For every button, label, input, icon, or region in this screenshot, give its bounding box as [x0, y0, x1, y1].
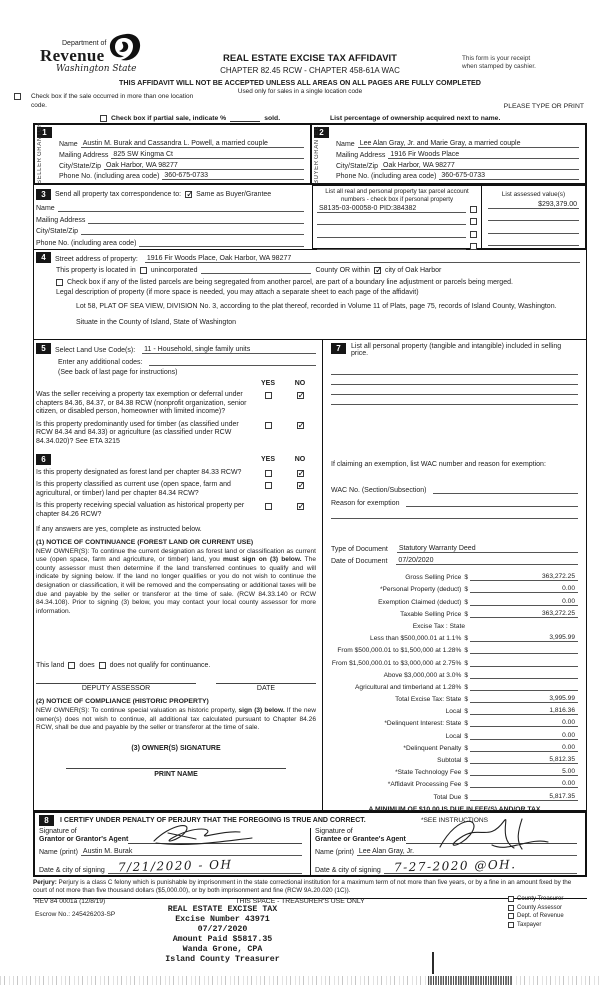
- question-forest-text: Is this property designated as forest land per chapter 84.33 RCW?: [36, 468, 242, 476]
- located-in-label: This property is located in: [56, 267, 136, 274]
- currentuse-no-checkbox[interactable]: [297, 482, 304, 489]
- tax-row-taxable-price: Taxable Selling Price $ 363,272.25: [331, 606, 578, 618]
- question-historic-row: [36, 502, 316, 519]
- historic-yes-checkbox[interactable]: [265, 503, 272, 510]
- buyer-name-field[interactable]: Lee Alan Gray, Jr. and Marie Gray, a married couple: [358, 140, 579, 148]
- seller-phone-label: Phone No. (including area code): [59, 173, 160, 181]
- buyer-citystate-label: City/State/Zip: [336, 162, 379, 170]
- corr-phone-field[interactable]: [139, 239, 304, 247]
- county-or-label: County OR within: [315, 267, 370, 274]
- personal-property-label: List all personal property (tangible and intangible) included in selling price.: [351, 343, 562, 357]
- exemption-no-checkbox[interactable]: [297, 392, 304, 399]
- historic-no-checkbox[interactable]: [297, 503, 304, 510]
- tax-correspondence-section: [33, 185, 587, 250]
- section-5-badge: 5: [36, 343, 51, 354]
- corr-mailing-label: Mailing Address: [36, 216, 86, 224]
- tax-row-total-due: Total Due $ 5,817.35: [331, 788, 578, 800]
- city-of-label: city of Oak Harbor: [384, 267, 442, 274]
- grantor-name-print-field[interactable]: Austin M. Burak: [81, 848, 302, 856]
- county-field[interactable]: [201, 266, 311, 274]
- treasurer-stamp: [120, 905, 325, 965]
- unincorporated-label: unincorporated: [150, 267, 198, 274]
- personal-property-column: [322, 340, 586, 824]
- taxpayer-copy-checkbox[interactable]: [508, 922, 514, 928]
- question-historic-text: Is this property receiving special valuation as historical property per chapter 84.26 RCW?: [36, 502, 245, 518]
- same-as-buyer-label: Same as Buyer/Grantee: [196, 191, 272, 198]
- assessed-values-box: [482, 185, 586, 249]
- does-label: does: [79, 662, 95, 670]
- type-of-document-field[interactable]: Statutory Warranty Deed: [397, 545, 578, 553]
- exemption-note: If claiming an exemption, list WAC number and reason for exemption:: [331, 461, 546, 468]
- land-use-column: [34, 340, 322, 810]
- certify-statement: I CERTIFY UNDER PENALTY OF PERJURY THAT THE FOREGOING IS TRUE AND CORRECT.: [60, 817, 366, 824]
- assessed-value-field[interactable]: [488, 213, 579, 221]
- dor-swirl-logo-icon: [108, 33, 142, 67]
- minimum-due-note: A MINIMUM OF $10.00 IS DUE IN FEE(S) AND/OR TAX: [368, 805, 541, 813]
- parcel-number-field[interactable]: [317, 242, 466, 250]
- notice-continuance-heading: (1) NOTICE OF CONTINUANCE (FOREST LAND OR CURRENT USE): [36, 538, 254, 546]
- dor-state-line: Washington State: [56, 64, 137, 74]
- multi-location-checkbox[interactable]: [14, 93, 21, 100]
- forest-yes-checkbox[interactable]: [265, 470, 272, 477]
- tax-row-tier3: From $1,500,000.01 to $3,000,000 at 2.75% $: [331, 654, 578, 666]
- question-exemption-text: Was the seller receiving a property tax exemption or deferral under chapters 84.36, 84.37, or 84.38 RCW (nonprofit organization, senior citizen, or disabled person, homeowner with limited income)?: [36, 391, 247, 416]
- grantee-date-city-field[interactable]: 7-27-2020 @OH.: [384, 859, 577, 874]
- single-location-note: Used only for sales in a single location code: [237, 88, 363, 95]
- multi-location-label: Check box if the sale occurred in more than one location code.: [31, 93, 194, 109]
- does-not-qualify-checkbox[interactable]: [99, 662, 106, 669]
- corr-citystate-label: City/State/Zip: [36, 228, 79, 236]
- copy-distribution-list: County Treasurer County Assessor Dept. of Revenue Taxpayer: [508, 896, 564, 930]
- escrow-number: Escrow No.: 245426203-SP: [35, 911, 116, 918]
- certification-section: [33, 811, 587, 877]
- assessed-value-field[interactable]: [488, 238, 579, 246]
- land-use-code-field[interactable]: 11 - Household, single family units: [142, 346, 316, 354]
- multi-location-row: [14, 93, 204, 110]
- buyer-mailing-field[interactable]: 1916 Fir Woods Place: [388, 151, 579, 159]
- section-8-badge: 8: [39, 815, 54, 826]
- see-back-note: (See back of last page for instructions): [58, 369, 178, 376]
- reason-exemption-field-2[interactable]: [331, 509, 578, 519]
- tax-row-tier4: Above $3,000,000 at 3.0% $: [331, 667, 578, 679]
- seller-mailing-label: Mailing Address: [59, 151, 109, 159]
- corr-mailing-field[interactable]: [88, 216, 304, 224]
- question-currentuse-row: [36, 481, 316, 498]
- tax-row-delinquent-interest-state: *Delinquent Interest: State $ 0.00: [331, 715, 578, 727]
- county-treasurer-copy-checkbox[interactable]: [508, 896, 514, 902]
- tax-row-delinquent-interest-local: Local $ 0.00: [331, 727, 578, 739]
- tax-row-gross: Gross Selling Price $ 363,272.25: [331, 569, 578, 581]
- treasurer-use-only-label: THIS SPACE - TREASURER'S USE ONLY: [235, 898, 365, 905]
- form-subtitle: CHAPTER 82.45 RCW - CHAPTER 458-61A WAC: [220, 66, 400, 75]
- notice-compliance-heading: (2) NOTICE OF COMPLIANCE (HISTORIC PROPERTY): [36, 698, 209, 706]
- parcel-header: List all real and personal property tax parcel account numbers - check box if personal property: [325, 188, 469, 203]
- scan-artifact-tick: [432, 952, 434, 974]
- additional-codes-field[interactable]: [149, 358, 316, 366]
- forest-no-checkbox[interactable]: [297, 470, 304, 477]
- receipt-note: This form is your receipt when stamped by cashier.: [462, 55, 536, 70]
- form-title: REAL ESTATE EXCISE TAX AFFIDAVIT: [222, 53, 397, 64]
- grantor-date-city-field[interactable]: 7/21/2020 - OH: [108, 859, 302, 874]
- dept-of-revenue-copy-checkbox[interactable]: [508, 913, 514, 919]
- buyer-phone-field[interactable]: 360-675-0733: [439, 172, 579, 180]
- ownership-note: List percentage of ownership acquired next to name.: [330, 115, 501, 122]
- segregated-checkbox[interactable]: [56, 279, 63, 286]
- grantee-name-print-label: Name (print): [315, 849, 354, 856]
- exemption-yes-checkbox[interactable]: [265, 392, 272, 399]
- stamp-line: Excise Number 43971: [175, 915, 270, 924]
- additional-codes-label: Enter any additional codes:: [58, 359, 143, 366]
- notice-continuance-paragraph: NEW OWNER(S): To continue the current designation as forest land or classification as current use (open space, farm and agriculture, or timber) land, you must sign on (3) below. The county assessor must then determine if the land transferred continues to qualify and will indicate by signing below. If the land no longer qualifies or you do not wish to continue the designation or classification, it will be removed and the compensating or additional taxes will be due and payable by the seller or transferor at the time of sale. (RCW 84.33.140 or RCW 84.34.108). Prior to signing (3) below, you may contact your local county assessor for more information.: [36, 547, 316, 615]
- buyer-name-label: Name: [336, 141, 355, 148]
- grantor-date-city-label: Date & city of signing: [39, 867, 105, 874]
- this-land-label: This land: [36, 662, 65, 670]
- parcel-number-field[interactable]: S8135-03-00058-0 PID:384382: [317, 205, 466, 213]
- parcel-number-field[interactable]: [317, 217, 466, 225]
- buyer-phone-label: Phone No. (including area code): [336, 173, 437, 181]
- street-address-label: Street address of property:: [55, 256, 138, 263]
- perjury-statement: Perjury: Perjury is a class C felony which is punishable by imprisonment in the state correctional institution for a maximum term of not more than five years, or by a fine in an amount fixed by the court of not more than five thousand dollars ($5,000.00), or by both imprisonment and fine (RCW 9A.20.020 (1C)).: [33, 879, 587, 899]
- county-assessor-copy-checkbox[interactable]: [508, 905, 514, 911]
- section-1-badge: 1: [37, 127, 52, 138]
- tax-row-subtotal: Subtotal $ 5,812.35: [331, 752, 578, 764]
- partial-sale-label: Check box if partial sale, indicate %: [111, 115, 227, 122]
- tax-row-personal-property: *Personal Property (deduct) $ 0.00: [331, 581, 578, 593]
- type-of-document-label: Type of Document: [331, 546, 388, 553]
- personal-property-field[interactable]: [331, 395, 578, 405]
- wac-number-field[interactable]: [433, 486, 578, 494]
- dor-revenue-wordmark: Revenue: [40, 46, 105, 65]
- section-3-badge: 3: [36, 189, 51, 200]
- seller-name-field[interactable]: Austin M. Burak and Cassandra L. Powell, a married couple: [81, 140, 304, 148]
- corr-name-field[interactable]: [58, 204, 304, 212]
- tax-row-local: Local $ 1,816.36: [331, 703, 578, 715]
- tax-row-exemption-claimed: Exemption Claimed (deduct) $ 0.00: [331, 593, 578, 605]
- stamp-line: REAL ESTATE EXCISE TAX: [167, 905, 278, 914]
- tax-row-total-state: Total Excise Tax: State $ 3,995.99: [331, 691, 578, 703]
- grantor-signature-ink: [148, 819, 278, 849]
- tax-row-processing-fee: *Affidavit Processing Fee $ 0.00: [331, 776, 578, 788]
- personal-property-field[interactable]: [331, 375, 578, 385]
- personal-property-checkbox-2[interactable]: [470, 218, 477, 225]
- situate-text: Situate in the County of Island, State of Washington: [76, 319, 237, 326]
- buyer-citystate-field[interactable]: Oak Harbor, WA 98277: [381, 162, 579, 170]
- grantor-signature-block: [35, 828, 310, 877]
- segregated-label: Check box if any of the listed parcels are being segregated from another parcel, are part of a boundary line adjustment or parcels being merged.: [67, 279, 513, 286]
- grantor-sig-label: Signature of Grantor or Grantor's Agent: [39, 828, 129, 843]
- section-2-badge: 2: [314, 127, 329, 138]
- personal-property-checkbox-1[interactable]: [470, 206, 477, 213]
- partial-sale-checkbox[interactable]: [100, 115, 107, 122]
- personal-property-lines: [331, 365, 578, 405]
- buyer-mailing-label: Mailing Address: [336, 151, 386, 159]
- tax-computation: [331, 569, 578, 801]
- personal-property-field[interactable]: [331, 385, 578, 395]
- grantee-name-print-field[interactable]: Lee Alan Gray, Jr.: [357, 848, 577, 856]
- grantee-sig-label: Signature of Grantee or Grantee's Agent: [315, 828, 406, 843]
- seller-phone-field[interactable]: 360-675-0733: [162, 172, 304, 180]
- section-4-badge: 4: [36, 252, 51, 263]
- corr-phone-label: Phone No. (including area code): [36, 239, 137, 247]
- unincorporated-checkbox[interactable]: [140, 267, 147, 274]
- currentuse-yes-checkbox[interactable]: [265, 482, 272, 489]
- question-timber-row: [36, 421, 316, 447]
- seller-citystate-label: City/State/Zip: [59, 162, 102, 170]
- does-not-label: does not qualify for continuance.: [109, 662, 211, 670]
- buyer-section: [310, 125, 585, 183]
- tax-row-delinquent-penalty: *Delinquent Penalty $ 0.00: [331, 740, 578, 752]
- assessor-date-label[interactable]: DATE: [216, 683, 316, 692]
- tax-row-technology-fee: *State Technology Fee $ 5.00: [331, 764, 578, 776]
- personal-property-field[interactable]: [331, 365, 578, 375]
- property-address-section: [33, 250, 587, 340]
- date-of-document-label: Date of Document: [331, 558, 388, 565]
- owners-signature-heading: (3) OWNER(S) SIGNATURE: [131, 745, 221, 753]
- seller-mailing-field[interactable]: 825 SW Kingma Ct: [111, 151, 304, 159]
- wac-number-label: WAC No. (Section/Subsection): [331, 487, 427, 494]
- reason-exemption-field[interactable]: [406, 499, 578, 507]
- assessed-values-header: List assessed value(s): [501, 191, 566, 198]
- section-7-badge: 7: [331, 343, 346, 354]
- partial-sale-sold-label: sold.: [264, 115, 281, 122]
- buyer-grantee-side-label: BUYER GRANTEE: [314, 126, 320, 184]
- question-currentuse-text: Is this property classified as current use (open space, farm and agricultural, or timber) land per chapter 84.34 RCW?: [36, 481, 231, 497]
- grantor-signature-field[interactable]: [128, 828, 302, 844]
- print-name-line[interactable]: PRINT NAME: [66, 768, 286, 778]
- assessed-value-field[interactable]: [488, 226, 579, 234]
- deputy-assessor-label[interactable]: DEPUTY ASSESSOR: [36, 683, 196, 692]
- timber-yes-checkbox[interactable]: [265, 422, 272, 429]
- same-as-buyer-checkbox[interactable]: [185, 191, 192, 198]
- notice-compliance-paragraph: NEW OWNER(S): To continue special valuation as historic property, sign (3) below. If the new owner(s) does not wish to continue, all additional tax calculated pursuant to Chapter 84.26 RCW, shall be due and payable by the seller or transferor at the time of sale.: [36, 707, 316, 732]
- legal-description-label: Legal description of property (if more space is needed, you may attach a separate sheet to each page of the affidavit): [56, 289, 419, 296]
- city-checkbox[interactable]: [374, 267, 381, 274]
- stamp-line: 07/27/2020: [197, 925, 248, 934]
- question-forest-row: [36, 469, 316, 478]
- reason-exemption-label: Reason for exemption: [331, 500, 400, 507]
- this-land-row: [36, 662, 316, 669]
- yes-header-s6: YES: [260, 455, 275, 463]
- form-rev-number: REV 84 0001a (12/8/19): [35, 898, 106, 905]
- type-or-print-note: PLEASE TYPE OR PRINT: [503, 103, 584, 110]
- completion-notice: THIS AFFIDAVIT WILL NOT BE ACCEPTED UNLESS ALL AREAS ON ALL PAGES ARE FULLY COMPLETED: [119, 78, 481, 87]
- send-correspondence-label: Send all property tax correspondence to:: [55, 191, 182, 198]
- stamp-line: Amount Paid $5817.35: [172, 935, 273, 944]
- parcel-numbers-box: [312, 185, 482, 249]
- deputy-assessor-row: [36, 683, 316, 692]
- legal-description-text[interactable]: Lot 58, PLAT OF SEA VIEW, DIVISION No. 3, according to the plat thereof, recorded in Volume 11 of Plats, page 75, records of Island County, Washington.: [76, 303, 557, 310]
- parcel-number-field[interactable]: [317, 230, 466, 238]
- seller-section: [35, 122, 310, 184]
- date-of-document-field[interactable]: 07/20/2020: [396, 557, 578, 565]
- grantor-name-print-label: Name (print): [39, 849, 78, 856]
- seller-grantor-side-label: SELLER GRANTOR: [37, 122, 43, 184]
- grantee-signature-ink: [426, 817, 576, 851]
- land-use-label: Select Land Use Code(s):: [55, 347, 136, 354]
- seller-citystate-field[interactable]: Oak Harbor, WA 98277: [104, 162, 304, 170]
- assessed-value-field[interactable]: $293,379.00: [488, 201, 579, 209]
- see-instructions-note: *SEE INSTRUCTIONS: [420, 816, 489, 824]
- no-header-s6: NO: [294, 455, 306, 463]
- parties-box: [33, 123, 587, 185]
- tax-row-excise-state-header: Excise Tax : State: [412, 622, 465, 630]
- question-exemption-row: [36, 391, 316, 417]
- partial-sale-percent-field[interactable]: [230, 121, 260, 122]
- if-any-yes-note: If any answers are yes, complete as instructed below.: [36, 525, 202, 533]
- question-timber-text: Is this property predominantly used for timber (as classified under RCW 84.34 and 84.33) or agriculture (as classified under RCW 84.34.020)? See ETA 3215: [36, 420, 239, 445]
- dor-dept-line: Department of: [62, 40, 107, 47]
- tax-row-agricultural: Agricultural and timberland at 1.28% $: [331, 679, 578, 691]
- personal-property-checkbox-3[interactable]: [470, 231, 477, 238]
- partial-sale-row: [100, 115, 280, 122]
- timber-no-checkbox[interactable]: [297, 422, 304, 429]
- tax-row-tier2: From $500,000.01 to $1,500,000 at 1.28% $: [331, 642, 578, 654]
- tax-row-tier1: Less than $500,000.01 at 1.1% $ 3,995.99: [331, 630, 578, 642]
- seller-name-label: Name: [59, 141, 78, 148]
- corr-name-label: Name: [36, 205, 55, 212]
- grantee-signature-field[interactable]: [406, 828, 577, 844]
- corr-citystate-field[interactable]: [81, 227, 304, 235]
- grantee-date-city-label: Date & city of signing: [315, 867, 381, 874]
- grantee-signature-block: [310, 828, 585, 877]
- street-address-field[interactable]: 1916 Fir Woods Place, Oak Harbor, WA 98277: [145, 255, 580, 263]
- scan-artifact-barcode: [428, 976, 513, 985]
- stamp-line: Island County Treasurer: [165, 955, 280, 964]
- does-qualify-checkbox[interactable]: [68, 662, 75, 669]
- section-6-badge: 6: [36, 454, 51, 465]
- stamp-line: Wanda Grone, CPA: [182, 945, 263, 954]
- yes-no-header-s5: YES NO: [260, 380, 306, 387]
